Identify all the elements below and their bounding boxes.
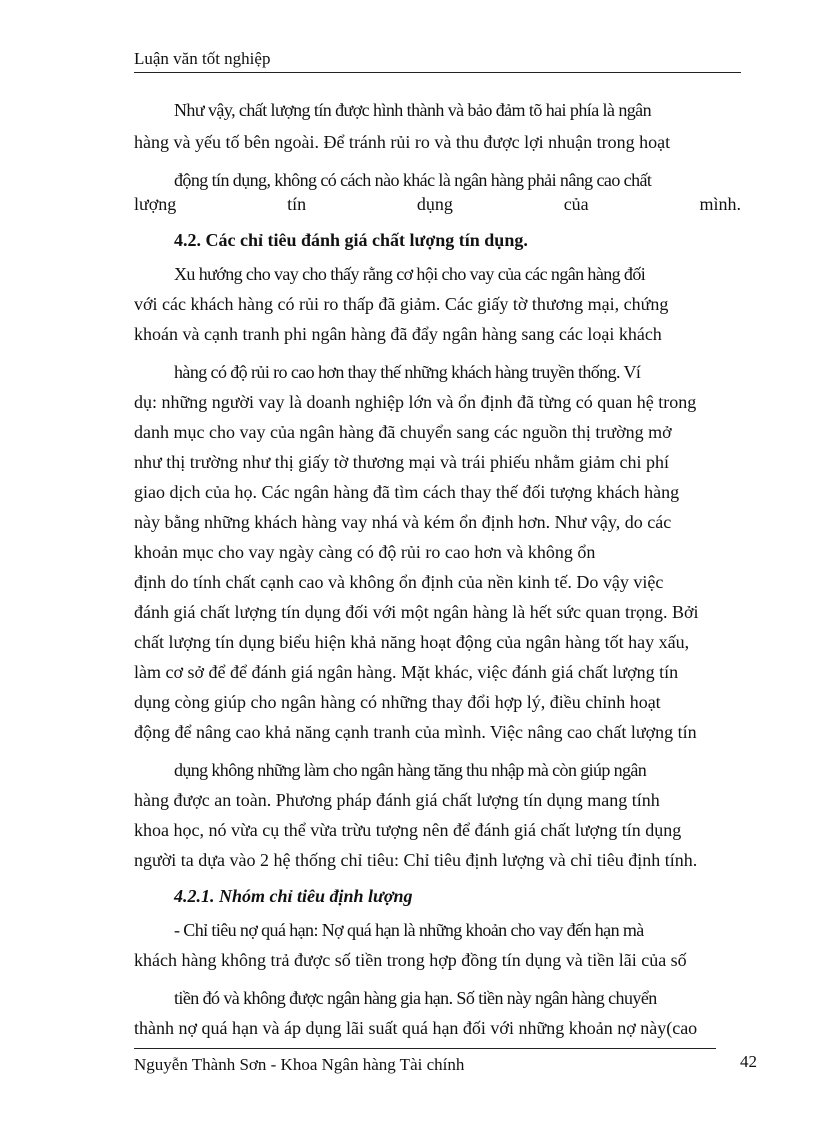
document-body [134,96,741,1038]
subsection-heading: 4.2.1. Nhóm chỉ tiêu định lượng [174,886,413,906]
section-heading: 4.2. Các chỉ tiêu đánh giá chất lượng tín dụng. [174,230,528,250]
word: lượng [134,194,177,214]
body-line: dụ: những người vay là doanh nghiệp lớn và ổn định đã từng có quan hệ trong [134,392,697,412]
body-line: hàng có độ rủi ro cao hơn thay thế những khách hàng truyền thống. Ví [174,362,641,382]
body-line: hàng được an toàn. Phương pháp đánh giá chất lượng tín dụng mang tính [134,790,660,810]
word: dụng [416,194,453,214]
body-line: khoa học, nó vừa cụ thể vừa trừu tượng nên để đánh giá chất lượng tín dụng [134,820,682,840]
word: mình. [699,194,741,214]
body-line: người ta dựa vào 2 hệ thống chỉ tiêu: Chỉ tiêu định lượng và chỉ tiêu định tính. [134,850,698,870]
body-line: hàng và yếu tố bên ngoài. Để tránh rủi ro và thu được lợi nhuận trong hoạt [134,132,671,152]
word: của [563,194,589,214]
body-line: giao dịch của họ. Các ngân hàng đã tìm cách thay thế đối tượng khách hàng [134,482,680,502]
body-line: Xu hướng cho vay cho thấy rằng cơ hội cho vay của các ngân hàng đối [174,264,646,284]
body-line-justified [134,190,741,218]
body-line: động tín dụng, không có cách nào khác là ngân hàng phải nâng cao chất [174,170,652,190]
page-number: 42 [740,1052,757,1071]
footer-divider [134,1048,716,1049]
body-line: này bằng những khách hàng vay nhá và kém ổn định hơn. Như vậy, do các [134,512,672,532]
header-title: Luận văn tốt nghiệp [134,49,271,68]
body-line: động để nâng cao khả năng cạnh tranh của mình. Việc nâng cao chất lượng tín [134,722,697,742]
body-line: làm cơ sở để để đánh giá ngân hàng. Mặt khác, việc đánh giá chất lượng tín [134,662,679,682]
body-line: như thị trường như thị giấy tờ thương mại và trái phiếu nhằm giảm chi phí [134,452,669,472]
body-line: chất lượng tín dụng biểu hiện khả năng hoạt động của ngân hàng tốt hay xấu, [134,632,690,652]
body-line: tiền đó và không được ngân hàng gia hạn. Số tiền này ngân hàng chuyển [174,988,657,1008]
page-header [134,48,741,73]
body-line: định do tính chất cạnh cao và không ổn định của nền kinh tế. Do vậy việc [134,572,664,592]
word: tín [287,194,307,214]
body-line: dụng còng giúp cho ngân hàng có những thay đổi hợp lý, điều chỉnh hoạt [134,692,661,712]
body-line: dụng không những làm cho ngân hàng tăng thu nhập mà còn giúp ngân [174,760,647,780]
body-line: khách hàng không trả được số tiền trong hợp đồng tín dụng và tiền lãi của số [134,950,687,970]
body-line: đánh giá chất lượng tín dụng đối với một ngân hàng là hết sức quan trọng. Bởi [134,602,699,622]
body-line: khoán và cạnh tranh phi ngân hàng đã đẩy ngân hàng sang các loại khách [134,324,662,344]
footer-author: Nguyễn Thành Sơn - Khoa Ngân hàng Tài chính [134,1055,465,1074]
body-line: thành nợ quá hạn và áp dụng lãi suất quá hạn đối với những khoản nợ này(cao [134,1018,698,1038]
body-line: Như vậy, chất lượng tín được hình thành và bảo đảm tõ hai phía là ngân [174,100,652,120]
body-line: danh mục cho vay của ngân hàng đã chuyển sang các nguồn thị trường mở [134,422,672,442]
body-line: khoản mục cho vay ngày càng có độ rủi ro cao hơn và không ổn [134,542,596,562]
body-line: với các khách hàng có rủi ro thấp đã giảm. Các giấy tờ thương mại, chứng [134,294,669,314]
body-line: - Chỉ tiêu nợ quá hạn: Nợ quá hạn là những khoản cho vay đến hạn mà [174,920,644,940]
